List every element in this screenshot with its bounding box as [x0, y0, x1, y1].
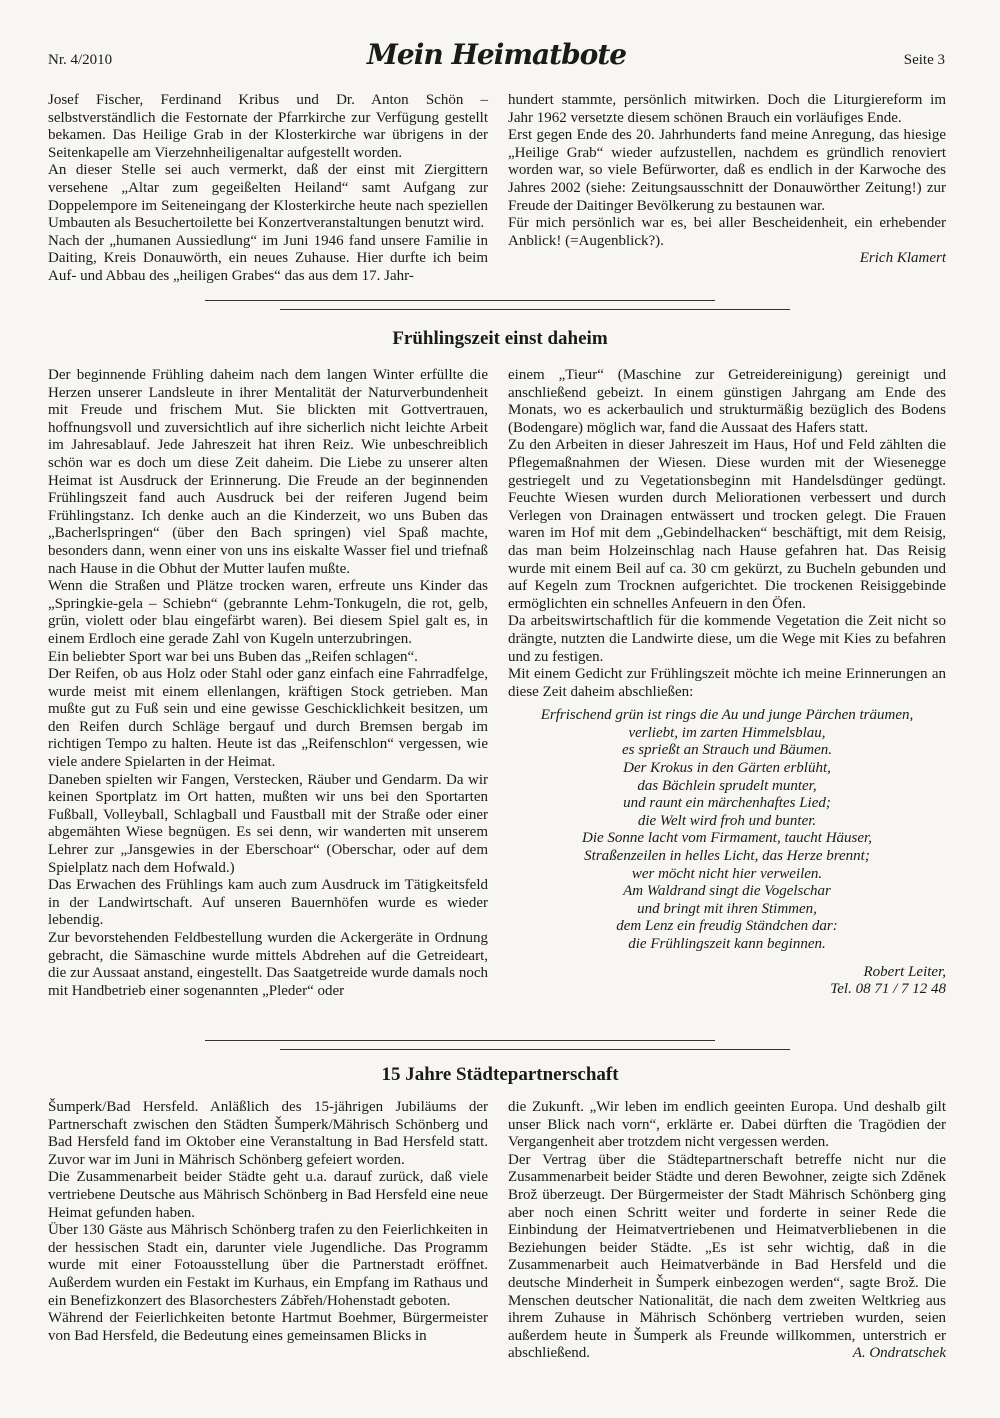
paragraph: Der Vertrag über die Städtepartnerschaft betreffe nicht nur die Zusammenarbeit beider Städte und deren Bewohner, zeigte sich Zdĕnek Brož überzeugt. Der Bürgermeister der Stadt Mährisch Schönberg ging aber noch einen Schritt weiter und forderte in seiner Rede die Einbindung der Heimatvertriebenen und Heimatverbliebenen in die Beziehungen beider Städte. „Es ist sehr wichtig, daß in die Zusammenarbeit auch Heimatverbände in Bad Hersfeld und die deutsche Minderheit in Šumperk einbezogen werden“, sagte Brož. Die Menschen deutscher Nationalität, die nach dem zweiten Weltkrieg aus ihrem Zuhause in Mährisch Schönberg vertrieben wurden, seien außerdem heute in Šumperk als Freunde willkommen, unterstrich er abschließend. [508, 1151, 946, 1362]
article1-right-column [508, 92, 946, 268]
spring-poem [508, 707, 946, 953]
poem-line: die Frühlingszeit kann beginnen. [628, 936, 826, 952]
paragraph: Wenn die Straßen und Plätze trocken waren, erfreute uns Kinder das „Springkie-gela – Schiebn“ (gebrannte Lehm-Tonkugeln, die rot, gelb, grün, violett oder blau eingefärbt waren). Bei diesem Spiel galt es, in einem Erdloch eine gerade Zahl von Kugeln unterzubringen. [48, 578, 488, 647]
paragraph: hundert stammte, persönlich mitwirken. Doch die Liturgiereform im Jahr 1962 versetzte diesem schönen Brauch ein vorläufiges Ende. [508, 92, 946, 126]
masthead-title: Mein Heimatbote [366, 38, 627, 71]
divider-rule [205, 1040, 715, 1041]
poem-line: Straßenzeilen in helles Licht, das Herze brennt; [584, 848, 870, 865]
paragraph: An dieser Stelle sei auch vermerkt, daß der einst mit Ziergittern versehene „Altar zum gegeißelten Heiland“ samt Aufgang zur Doppelempore im Seiteneingang der Klosterkirche heute nach speziellen Umbauten als Besuchertoilette bei Konzertveranstaltungen benutzt wird. [48, 162, 488, 232]
poem-line: Am Waldrand singt die Vogelschar [623, 883, 831, 900]
paragraph: Zur bevorstehenden Feldbestellung wurden die Ackergeräte in Ordnung gebracht, die Sämaschine wurde mittels Abdrehen auf die Getreideart, die zur Aussaat anstand, eingestellt. Das Saatgetreide wurde damals noch mit Handbetrieb einer sogenannten „Pleder“ oder [48, 930, 488, 999]
divider-rule [280, 1049, 790, 1050]
paragraph: Während der Feierlichkeiten betonte Hartmut Boehmer, Bürgermeister von Bad Hersfeld, die Bedeutung eines gemeinsamen Blicks in [48, 1310, 488, 1344]
poem-line: Der Krokus in den Gärten erblüht, [623, 760, 831, 777]
paragraph: Das Erwachen des Frühlings kam auch zum Ausdruck im Tätigkeitsfeld in der Landwirtschaft. Auf unseren Bauernhöfen wurde es wieder lebendig. [48, 877, 488, 929]
divider-rule [205, 300, 715, 301]
article2-phone: Tel. 08 71 / 7 12 48 [830, 981, 946, 998]
paragraph: Zu den Arbeiten in dieser Jahreszeit im Haus, Hof und Feld zählten die Pflegemaßnahmen der Wiesen. Diese wurden mit der Wiesenegge gestriegelt und zu Vegetationsbeginn mit Handelsdünger gedüngt. Feuchte Wiesen wurden durch Meliorationen verbessert und durch Verlegen von Drainagen entwässert und trocken gelegt. Die Frauen waren im Hof mit dem „Gebindelhacken“ beschäftigt, mit dem Reisig, das man beim Holzeinschlag nach Hause gefahren hat. Das Reisig wurde mit einem Beil auf ca. 30 cm gekürzt, zu Bucheln gebunden und auf Kegeln zum Trocknen aufgerichtet. Die trockenen Reisiggebinde ermöglichten ein schnelles Anfeuern in den Öfen. [508, 437, 946, 612]
paragraph: Für mich persönlich war es, bei aller Bescheidenheit, ein erhebender Anblick! (=Augenblick?). [508, 215, 946, 249]
article3-left-column [48, 1099, 488, 1345]
paragraph: Ein beliebter Sport war bei uns Buben das „Reifen schlagen“. [48, 648, 418, 665]
poem-line: Die Sonne lacht vom Firmament, taucht Häuser, [582, 830, 872, 847]
poem-line: dem Lenz ein freudig Ständchen dar: [616, 918, 838, 935]
paragraph: Josef Fischer, Ferdinand Kribus und Dr. Anton Schön – selbstverständlich die Festornate der Pfarrkirche zur Verfügung gestellt bekamen. Das Heilige Grab in der Klosterkirche war übrigens in der Seitenkapelle am Vierzehnheiligenaltar aufgestellt worden. [48, 92, 488, 161]
poem-line: wer möcht nicht hier verweilen. [631, 865, 823, 882]
poem-line: es sprießt an Strauch und Bäumen. [622, 742, 832, 759]
paragraph: Die Zusammenarbeit beider Städte geht u.a. darauf zurück, daß viele vertriebene Deutsche aus Mährisch Schönberg in Bad Hersfeld eine neue Heimat gefunden haben. [48, 1169, 488, 1221]
paragraph: die Zukunft. „Wir leben im endlich geeinten Europa. Und deshalb gilt unser Blick nach vorn“, erklärte er. Dabei dürften die Tragödien der Vergangenheit aber trotzdem nicht vergessen werden. [508, 1099, 946, 1151]
issue-number: Nr. 4/2010 [48, 52, 113, 68]
page-header [48, 40, 945, 76]
paragraph: Erst gegen Ende des 20. Jahrhunderts fand meine Anregung, das hiesige „Heilige Grab“ wieder aufzustellen, nachdem es gründlich renoviert worden war, so viele Befürworter, daß es endlich in der Karwoche des Jahres 2002 (siehe: Zeitungsausschnitt der Donauwörther Zeitung!) zur Freude der Daitinger Bevölkerung zu bestaunen war. [508, 127, 946, 214]
article2-author: Robert Leiter, [863, 963, 946, 980]
paragraph: Mit einem Gedicht zur Frühlingszeit möchte ich meine Erinnerungen an diese Zeit daheim abschließen: [508, 666, 946, 700]
poem-line: Erfrischend grün ist rings die Au und junge Pärchen träumen, [540, 707, 914, 724]
divider-rule [280, 309, 790, 310]
article3-right-column [508, 1099, 946, 1363]
page-number: Seite 3 [903, 52, 945, 68]
paragraph: Šumperk/Bad Hersfeld. Anläßlich des 15-jährigen Jubiläums der Partnerschaft zwischen den Städten Šumperk/Mährisch Schönberg und Bad Hersfeld fand im Oktober eine Veranstaltung in Bad Hersfeld statt. Zuvor war im Juni in Mährisch Schönberg gefeiert worden. [48, 1099, 488, 1168]
article2-right-column [508, 367, 946, 999]
paragraph: Daneben spielten wir Fangen, Verstecken, Räuber und Gendarm. Da wir keinen Sportplatz im Ort hatten, mußten wir uns bei den Sportarten Fußball, Volleyball, Schlagball und Faustball mit der Straße oder einer abgemähten Wiese begnügen. Es sei denn, wir wanderten mit unserem Lehrer zur „Jansgewies in der Eberschoar“ (Oberschar, oder auf dem Spielplatz nach dem Hofwald.) [48, 771, 488, 876]
poem-line: und bringt mit ihren Stimmen, [637, 900, 817, 917]
paragraph: Der Reifen, ob aus Holz oder Stahl oder ganz einfach eine Fahrradfelge, wurde meist mit einem ellenlangen, kräftigen Stock getrieben. Man mußte gut zu Fuß sein und eine gewisse Geschicklichkeit besitzen, um den Reifen durch Schläge bergauf und durch Bremsen bergab im richtigen Tempo zu halten. Heute ist das „Reifenschlon“ vergessen, wie viele andere Spielarten in der Heimat. [48, 666, 488, 771]
article1-left-column [48, 92, 488, 286]
article1-author: Erich Klamert [859, 250, 946, 267]
article2-headline: Frühlingszeit einst daheim [392, 328, 608, 349]
article3-author: A. Ondratschek [852, 1345, 946, 1362]
article3-headline: 15 Jahre Städtepartnerschaft [381, 1064, 619, 1085]
paragraph: Der beginnende Frühling daheim nach dem langen Winter erfüllte die Herzen unserer Landsleute in ihrer Mentalität der Naturverbundenheit mit Freude und frischem Mut. Sie blickten mit Gottvertrauen, hoffnungsvoll und zuversichtlich auf ihre sicherlich nicht leichte Arbeit im Jahresablauf. Jede Jahreszeit hat ihren Reiz. Wie unbeschreiblich schön war es doch um diese Zeit daheim. Die Liebe zu unserer alten Heimat ist Ausdruck der Erinnerung. Die Freude an der beginnenden Frühlingszeit fand auch Ausdruck bei der reiferen Jugend beim Frühlingstanz. Ich denke auch an die Kinderzeit, wo uns Buben das „Bacherlspringen“ (über den Bach springen) viel Spaß machte, besonders dann, wenn einer von uns ins eiskalte Wasser fiel und triefnaß nach Hause in die Obhut der Mutter laufen mußte. [48, 367, 488, 577]
paragraph: Da arbeitswirtschaftlich für die kommende Vegetation die Zeit nicht so drängte, nutzten die Landwirte diese, um die Wege mit Kies zu befahren und zu festigen. [508, 613, 946, 665]
paragraph: einem „Tieur“ (Maschine zur Getreidereinigung) gereinigt und anschließend gebeizt. In einem günstigen Jahrgang am Ende des Monats, wo es ackerbaulich und strukturmäßig bezüglich des Bodens (Bodengare) möglich war, fand die Aussaat des Hafers statt. [508, 367, 946, 436]
article2-left-column [48, 367, 488, 1000]
poem-line: und raunt ein märchenhaftes Lied; [623, 795, 831, 812]
poem-line: verliebt, im zarten Himmelsblau, [628, 724, 826, 741]
poem-line: das Bächlein sprudelt munter, [637, 777, 817, 794]
paragraph: Über 130 Gäste aus Mährisch Schönberg trafen zu den Feierlichkeiten in der hessischen Stadt ein, darunter viele Jugendliche. Das Programm wurde mit einer Fotoausstellung über die Partnerstadt eröffnet. Außerdem wurden ein Festakt im Kurhaus, ein Empfang im Rathaus und ein Benefizkonzert des Blasorchesters Zábřeh/Hohenstadt geboten. [48, 1222, 488, 1309]
poem-line: die Welt wird froh und bunter. [637, 812, 817, 829]
paragraph: Nach der „humanen Aussiedlung“ im Juni 1946 fand unsere Familie in Daiting, Kreis Donauwörth, ein neues Zuhause. Hier durfte ich beim Auf- und Abbau des „heiligen Grabes“ das aus dem 17. Jahr- [48, 232, 488, 284]
